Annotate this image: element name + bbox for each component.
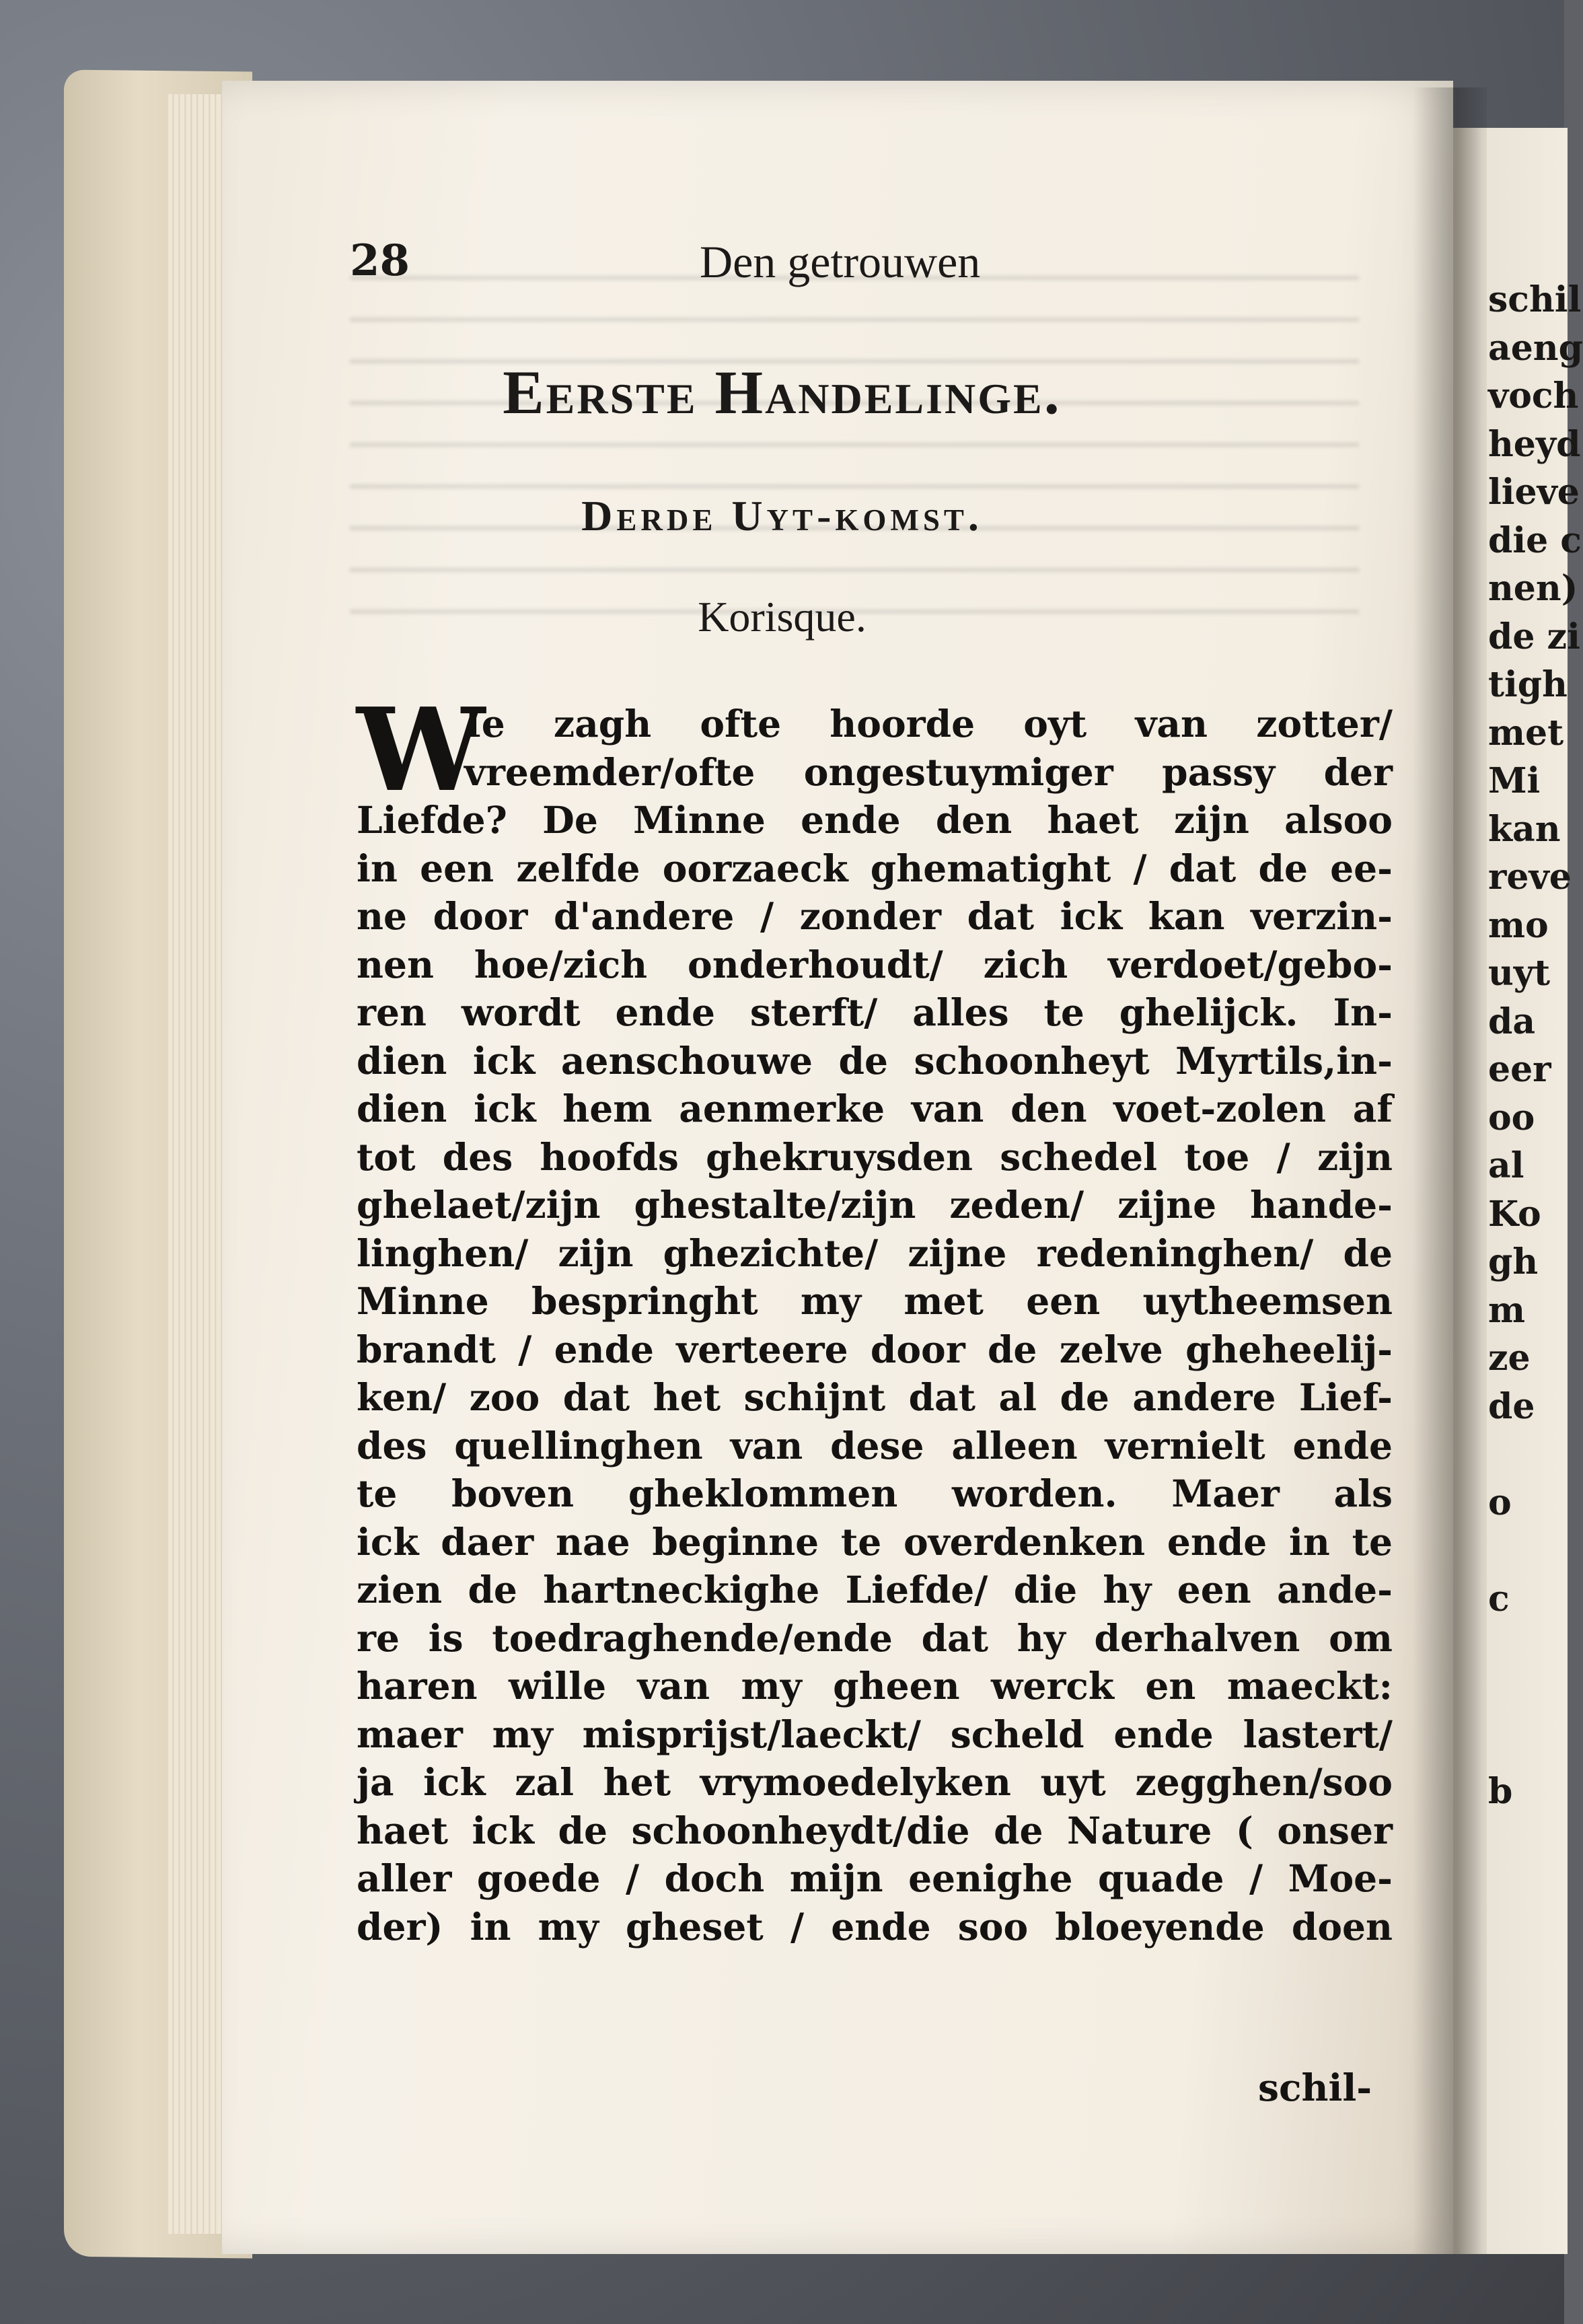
- text-line: des quellinghen van dese alleen vernielt ende: [357, 1423, 1393, 1467]
- facing-line: gh: [1488, 1241, 1539, 1282]
- facing-line: o: [1488, 1482, 1512, 1523]
- page-number: 28: [350, 235, 410, 286]
- facing-line: de: [1488, 1385, 1535, 1427]
- text-line: maer my misprijst/laeckt/ scheld ende lastert/: [357, 1712, 1393, 1756]
- facing-line: [1488, 1527, 1564, 1575]
- text-line: Ie zagh ofte hoorde oyt van zotter/: [464, 702, 1393, 746]
- text-line: der) in my gheset / ende soo bloeyende doen: [357, 1904, 1393, 1949]
- speaker-name: Korisque.: [698, 593, 867, 641]
- facing-line: b: [1488, 1770, 1513, 1812]
- text-line: Liefde? De Minne ende den haet zijn alsoo: [357, 798, 1393, 842]
- text-line: linghen/ zijn ghezichte/ zijne redeninghen/ de: [357, 1231, 1393, 1275]
- facing-line: oo: [1488, 1097, 1535, 1138]
- facing-line: [1488, 1430, 1564, 1479]
- page-header: [350, 235, 1399, 310]
- facing-line: tigh: [1488, 664, 1568, 705]
- facing-line: schil: [1488, 279, 1582, 320]
- text-line: ja ick zal het vrymoedelyken uyt zegghen/soo: [357, 1760, 1393, 1804]
- text-line: nen hoe/zich onderhoudt/ zich verdoet/gebo-: [357, 942, 1393, 986]
- text-line: dien ick aenschouwe de schoonheyt Myrtils,in-: [357, 1038, 1393, 1083]
- text-line: ne door d'andere / zonder dat ick kan verzin-: [357, 894, 1393, 938]
- text-line: ick daer nae beginne te overdenken ende in te: [357, 1519, 1393, 1564]
- running-head: Den getrouwen: [700, 236, 981, 287]
- facing-line: reve: [1488, 857, 1572, 898]
- text-line: aller goede / doch mijn eenighe quade / Moe-: [357, 1856, 1393, 1900]
- text-line: tot des hoofds ghekruysden schedel toe / zijn: [357, 1134, 1393, 1179]
- facing-line: [1488, 1671, 1564, 1720]
- text-line: Minne bespringht my met een uytheemsen: [357, 1279, 1393, 1323]
- facing-line: voch: [1488, 375, 1579, 416]
- facing-line: ze: [1488, 1338, 1531, 1379]
- facing-line: lieve: [1488, 472, 1580, 513]
- facing-line: met: [1488, 712, 1564, 754]
- text-line: vreemder/ofte ongestuymiger passy der: [464, 750, 1393, 794]
- facing-line: da: [1488, 1001, 1536, 1042]
- facing-line: die c: [1488, 519, 1582, 561]
- scene-heading: Derde Uyt-komst.: [581, 492, 983, 540]
- text-line: ghelaet/zijn ghestalte/zijn zeden/ zijne hande-: [357, 1183, 1393, 1227]
- text-line: brandt / ende verteere door de zelve gheheelij-: [357, 1327, 1393, 1371]
- drop-cap: W: [357, 683, 485, 818]
- text-line: haet ick de schoonheydt/die de Nature ( onser: [357, 1808, 1393, 1852]
- bleed-through-texture: [350, 276, 1359, 626]
- catchword: schil-: [1258, 2066, 1372, 2109]
- text-line: zien de hartneckighe Liefde/ die hy een ande-: [357, 1568, 1393, 1611]
- facing-line: mo: [1488, 904, 1549, 946]
- facing-page-text: [1488, 276, 1583, 1815]
- act-heading: Eerste Handelinge.: [503, 358, 1062, 427]
- facing-line: aeng: [1488, 327, 1583, 369]
- text-line: ken/ zoo dat het schijnt dat al de andere Lief-: [357, 1375, 1393, 1419]
- facing-line: heyd: [1488, 423, 1581, 465]
- facing-line: al: [1488, 1145, 1524, 1186]
- facing-line: uyt: [1488, 953, 1551, 994]
- facing-line: nen): [1488, 568, 1578, 609]
- text-line: haren wille van my gheen werck en maeckt:: [357, 1664, 1393, 1708]
- facing-line: kan: [1488, 808, 1561, 850]
- facing-line: Ko: [1488, 1193, 1541, 1235]
- facing-line: [1488, 1719, 1564, 1768]
- facing-line: eer: [1488, 1049, 1551, 1090]
- facing-line: Mi: [1488, 760, 1541, 801]
- facing-line: c: [1488, 1578, 1510, 1620]
- text-line: dien ick hem aenmerke van den voet-zolen af: [357, 1087, 1393, 1130]
- facing-line: de zi: [1488, 616, 1580, 657]
- facing-line: [1488, 1623, 1564, 1671]
- text-line: in een zelfde oorzaeck ghematight / dat de ee-: [357, 846, 1393, 890]
- text-line: re is toedraghende/ende dat hy derhalven om: [357, 1615, 1393, 1660]
- text-line: te boven gheklommen worden. Maer als: [357, 1472, 1393, 1515]
- body-text: [357, 683, 1393, 1951]
- facing-line: m: [1488, 1289, 1526, 1331]
- text-line: ren wordt ende sterft/ alles te ghelijck. In-: [357, 990, 1393, 1034]
